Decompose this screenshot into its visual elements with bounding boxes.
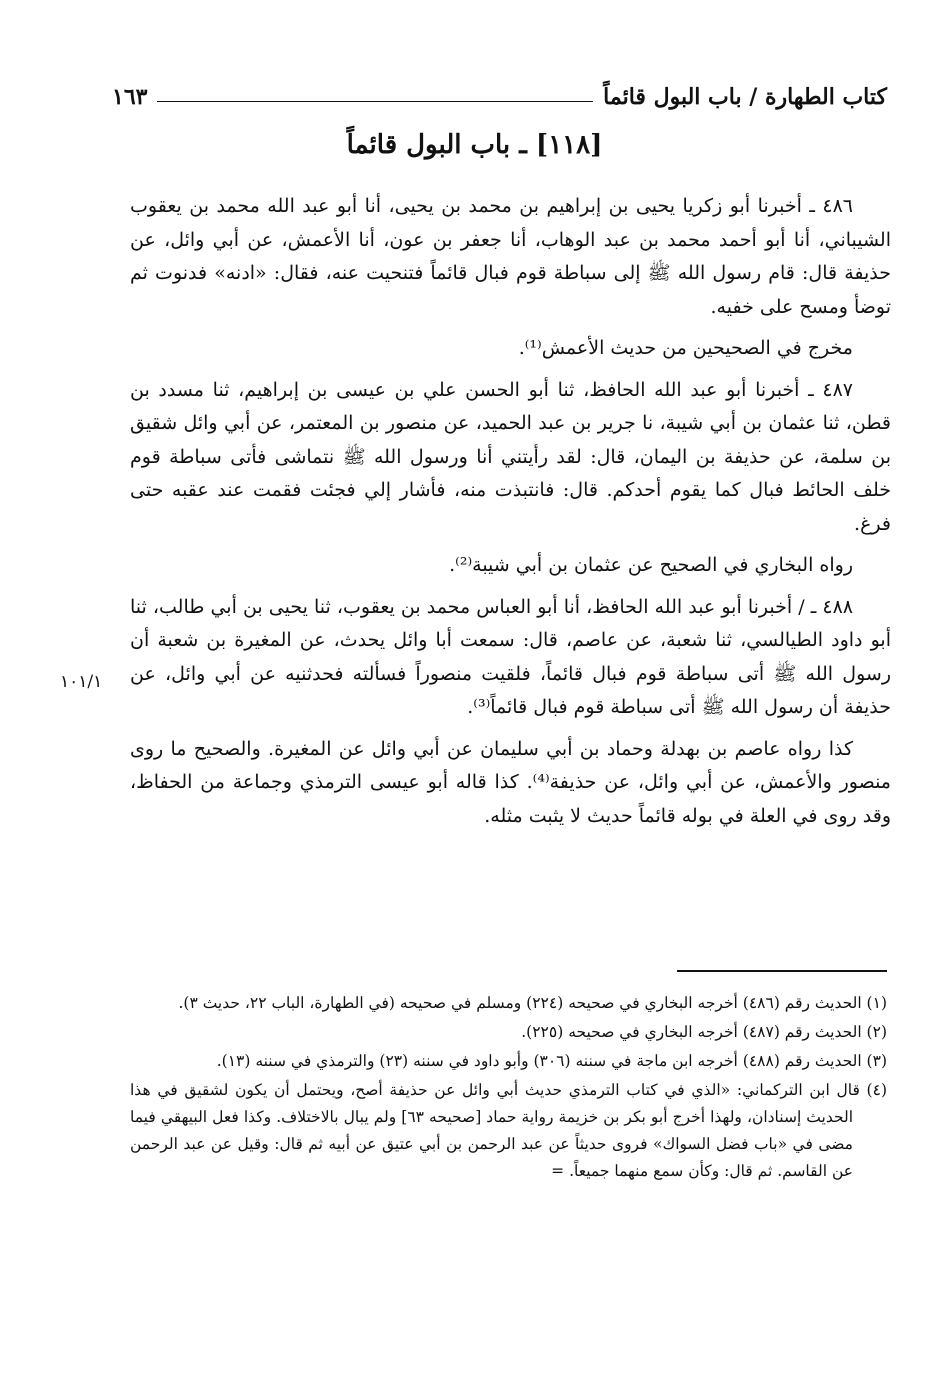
hadith-486: ٤٨٦ ـ أخبرنا أبو زكريا يحيى بن إبراهيم بن محمد بن يحيى، أنا أبو عبد الله محمد بن يعقوب الشيباني، أنا أبو أحمد محمد بن عبد الوهاب، أنا جعفر بن عون، أنا الأعمش، عن أبي وائل، عن حذيفة قال: قام رسول الله ﷺ إلى سباطة قوم فبال قائماً فتنحيت عنه، فقال: «ادنه» فدنوت ثم توضأ ومسح على خفيه. <box>130 195 891 318</box>
page-header <box>112 70 887 110</box>
footnote-3: (٣) الحديث رقم (٤٨٨) أخرجه ابن ماجة في سننه (٣٠٦) وأبو داود في سننه (٢٣) والترمذي في سننه (١٣). <box>216 1052 887 1070</box>
page-number: ١٦٣ <box>112 84 148 110</box>
takhrij-note-487: رواه البخاري في الصحيح عن عثمان بن أبي شيبة⁽²⁾. <box>449 554 853 576</box>
chapter-title: [١١٨] ـ باب البول قائماً <box>346 130 603 160</box>
takhrij-note-486: مخرج في الصحيحين من حديث الأعمش⁽¹⁾. <box>518 337 853 359</box>
commentary-paragraph: كذا رواه عاصم بن بهدلة وحماد بن أبي سليمان عن أبي وائل عن المغيرة. والصحيح ما روى منصور والأعمش، عن أبي وائل، عن حذيفة⁽⁴⁾. كذا قاله أبو عيسى الترمذي وجماعة من الحفاظ، وقد روى في العلة في بوله قائماً حديث لا يثبت مثله. <box>130 737 891 827</box>
running-title: كتاب الطهارة / باب البول قائماً <box>603 84 887 110</box>
footnote-separator <box>677 970 887 972</box>
footnote-1: (١) الحديث رقم (٤٨٦) أخرجه البخاري في صحيحه (٢٢٤) ومسلم في صحيحه (في الطهارة، الباب ٢٢، حديث ٣). <box>178 994 887 1012</box>
hadith-488: ٤٨٨ ـ / أخبرنا أبو عبد الله الحافظ، أنا أبو العباس محمد بن يعقوب، ثنا يحيى بن أبي طالب، ثنا أبو داود الطيالسي، ثنا شعبة، عن عاصم، قال: سمعت أبا وائل يحدث، عن المغيرة بن شعبة أن رسول الله ﷺ أتى سباطة قوم فبال قائماً، فلقيت منصوراً فسألته فحدثنيه عن أبي وائل، عن حذيفة أن رسول الله ﷺ أتى سباطة قوم فبال قائماً⁽³⁾. <box>130 595 891 718</box>
footnote-2: (٢) الحديث رقم (٤٨٧) أخرجه البخاري في صحيحه (٢٢٥). <box>521 1023 887 1041</box>
main-text <box>130 190 891 841</box>
header-rule <box>157 101 593 102</box>
manuscript-folio-ref: ١٠١/١ <box>60 672 103 692</box>
footnotes <box>130 990 887 1187</box>
hadith-487: ٤٨٧ ـ أخبرنا أبو عبد الله الحافظ، ثنا أبو الحسن علي بن عيسى بن إبراهيم، ثنا مسدد بن قطن، ثنا عثمان بن أبي شيبة، نا جرير بن عبد الحميد، عن منصور بن المعتمر، عن أبي وائل شقيق بن سلمة، عن حذيفة بن اليمان، قال: لقد رأيتني أنا ورسول الله ﷺ نتماشى فأتى سباطة قوم خلف الحائط فبال كما يقوم أحدكم. قال: فانتبذت منه، فأشار إلي فجئت فقمت عند عقبه حتى فرغ. <box>130 378 891 535</box>
footnote-4: (٤) قال ابن التركماني: «الذي في كتاب الترمذي حديث أبي وائل عن حذيفة أصح، ويحتمل أن يكون لشقيق في هذا الحديث إسنادان، ولهذا أخرج أبو بكر بن خزيمة رواية حماد [صحيحه ٦٣] ولم يبال بالاختلاف. وكذا فعل البيهقي فيما مضى في «باب فضل السواك» فروى حديثاً عن عبد الرحمن بن أبي عتيق عن أبيه ثم قال: وقيل عن عبد الرحمن عن القاسم. ثم قال: وكأن سمع منهما جميعاً. = <box>130 1081 887 1180</box>
